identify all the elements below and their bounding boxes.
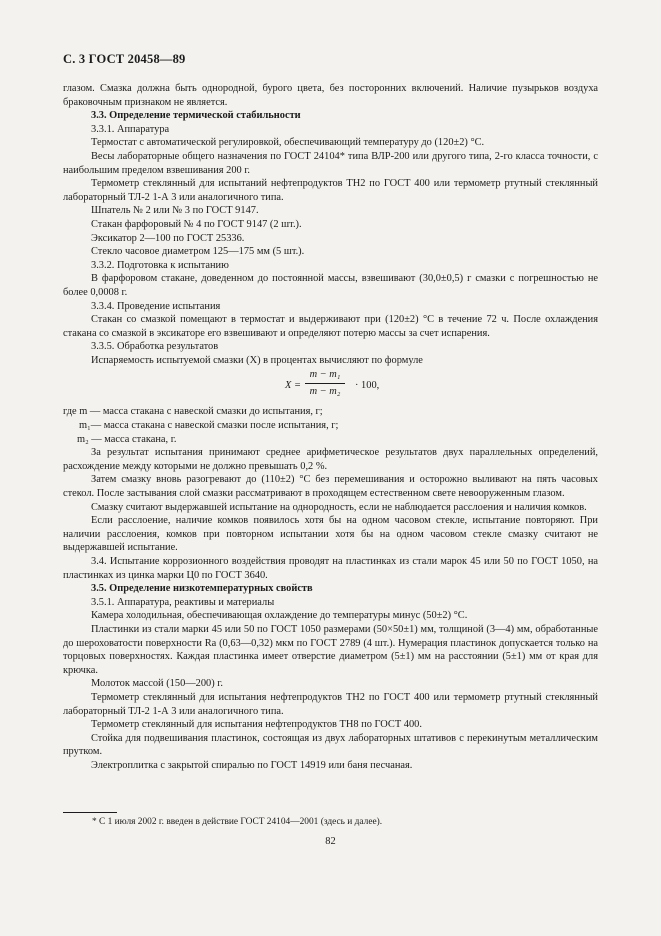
paragraph: За результат испытания принимают среднее арифметическое результатов двух параллельных определений, расхождение между которыми не должно превышать 0,2 %. bbox=[63, 447, 598, 472]
paragraph: m₁— масса стакана с навеской смазки после испытания, г; bbox=[79, 420, 339, 432]
formula-multiplier: · 100, bbox=[355, 380, 380, 392]
document-body bbox=[63, 82, 598, 773]
footnote: * С 1 июля 2002 г. введен в действие ГОСТ 24104—2001 (здесь и далее). bbox=[92, 817, 383, 827]
paragraph: 3.4. Испытание коррозионного воздействия проводят на пластинках из стали марок 45 или 50 по ГОСТ 1050, на пластинках из цинка марки Ц0 по ГОСТ 3640. bbox=[63, 556, 598, 581]
formula-fraction bbox=[305, 368, 345, 398]
paragraph: Эксикатор 2—100 по ГОСТ 25336. bbox=[91, 232, 245, 244]
paragraph: глазом. Смазка должна быть однородной, бурого цвета, без посторонних включений. Наличие пузырьков воздуха браковочным признаком не является. bbox=[63, 83, 598, 108]
paragraph: Молоток массой (150—200) г. bbox=[91, 678, 223, 690]
paragraph: В фарфоровом стакане, доведенном до постоянной массы, взвешивают (30,0±0,5) г смазки с погрешностью не более 0,0008 г. bbox=[63, 273, 598, 298]
paragraph: 3.3.4. Проведение испытания bbox=[91, 300, 221, 312]
formula-lhs: X = bbox=[285, 380, 301, 392]
paragraph: Весы лабораторные общего назначения по ГОСТ 24104* типа ВЛР-200 или другого типа, 2-го класса точности, с наибольшим пределом взвешивания 200 г. bbox=[63, 150, 598, 176]
paragraph: 3.5. Определение низкотемпературных свойств bbox=[91, 583, 313, 595]
paragraph: Шпатель № 2 или № 3 по ГОСТ 9147. bbox=[91, 205, 259, 217]
paragraph: Термометр стеклянный для испытания нефтепродуктов ТН8 по ГОСТ 400. bbox=[91, 719, 422, 731]
paragraph: Стакан со смазкой помещают в термостат и выдерживают при (120±2) °С в течение 72 ч. После охлаждения стакана со смазкой в эксикаторе его взвешивают и определяют потерю массы за счет испарения. bbox=[63, 314, 598, 339]
paragraph: Камера холодильная, обеспечивающая охлаждение до температуры минус (50±2) °С. bbox=[91, 610, 468, 622]
paragraph: 3.5.1. Аппаратура, реактивы и материалы bbox=[91, 596, 275, 608]
paragraph: Затем смазку вновь разогревают до (110±2) °С без перемешивания и осторожно выливают на пять часовых стекол. После застывания слой смазки рассматривают в проходящем естественном свете невооруженным глазом. bbox=[63, 474, 598, 500]
formula-legend bbox=[63, 405, 598, 446]
paragraph: Термостат с автоматической регулировкой, обеспечивающий температуру до (120±2) °С. bbox=[91, 137, 485, 149]
paragraph: Пластинки из стали марки 45 или 50 по ГОСТ 1050 размерами (50×50±1) мм, толщиной (3—4) мм, обработанные до шероховатости поверхности Ra (0,63—0,32) мкм по ГОСТ 2789 (4 шт.). Нумерация пластинок допускается только на торцовых поверхностях. Каждая пластинка имеет отверстие диаметром (5±1) мм на расстоянии (5±1) мм от края для крючка. bbox=[63, 623, 598, 676]
paragraph: 3.3.5. Обработка результатов bbox=[91, 341, 219, 353]
paragraph: Термометр стеклянный для испытания нефтепродуктов ТН2 по ГОСТ 400 или термометр ртутный стеклянный лабораторный ТЛ-2 1-А 3 или аналогичного типа. bbox=[63, 691, 598, 717]
paragraph: где m — масса стакана с навеской смазки до испытания, г; bbox=[63, 406, 323, 418]
paragraph: Стакан фарфоровый № 4 по ГОСТ 9147 (2 шт.). bbox=[91, 218, 302, 230]
formula-denominator: m − m₂ bbox=[309, 386, 341, 398]
section-3-3 bbox=[63, 82, 598, 367]
paragraph: Испаряемость испытуемой смазки (X) в процентах вычисляют по формуле bbox=[91, 354, 423, 366]
page-number: 82 bbox=[325, 836, 336, 847]
page-header: С. 3 ГОСТ 20458—89 bbox=[63, 52, 186, 66]
section-3-4-3-5 bbox=[63, 446, 598, 772]
paragraph: Термометр стеклянный для испытаний нефтепродуктов ТН2 по ГОСТ 400 или термометр ртутный стеклянный лабораторный ТЛ-2 1-А 3 или аналогичного типа. bbox=[63, 178, 598, 203]
footnote-divider bbox=[63, 812, 117, 813]
paragraph: Электроплитка с закрытой спиралью по ГОСТ 14919 или баня песчаная. bbox=[91, 759, 413, 771]
formula bbox=[63, 367, 598, 405]
paragraph: m₂ — масса стакана, г. bbox=[77, 433, 177, 445]
paragraph: Смазку считают выдержавшей испытание на однородность, если не наблюдается расслоения и наличия комков. bbox=[91, 501, 587, 513]
paragraph: Если расслоение, наличие комков появилось хотя бы на одном часовом стекле, испытание повторяют. При наличии расслоения, комков при повторном испытании хотя бы на одном часовом стекле смазку считают не выдержавшей испытание. bbox=[63, 515, 598, 554]
paragraph: 3.3. Определение термической стабильности bbox=[91, 110, 301, 122]
paragraph: 3.3.2. Подготовка к испытанию bbox=[91, 259, 229, 271]
paragraph: 3.3.1. Аппаратура bbox=[91, 123, 170, 135]
paragraph: Стекло часовое диаметром 125—175 мм (5 шт.). bbox=[91, 246, 305, 258]
formula-numerator: m − m₁ bbox=[305, 368, 345, 384]
paragraph: Стойка для подвешивания пластинок, состоящая из двух лабораторных штативов с перекинутым металлическим прутком. bbox=[63, 732, 598, 758]
